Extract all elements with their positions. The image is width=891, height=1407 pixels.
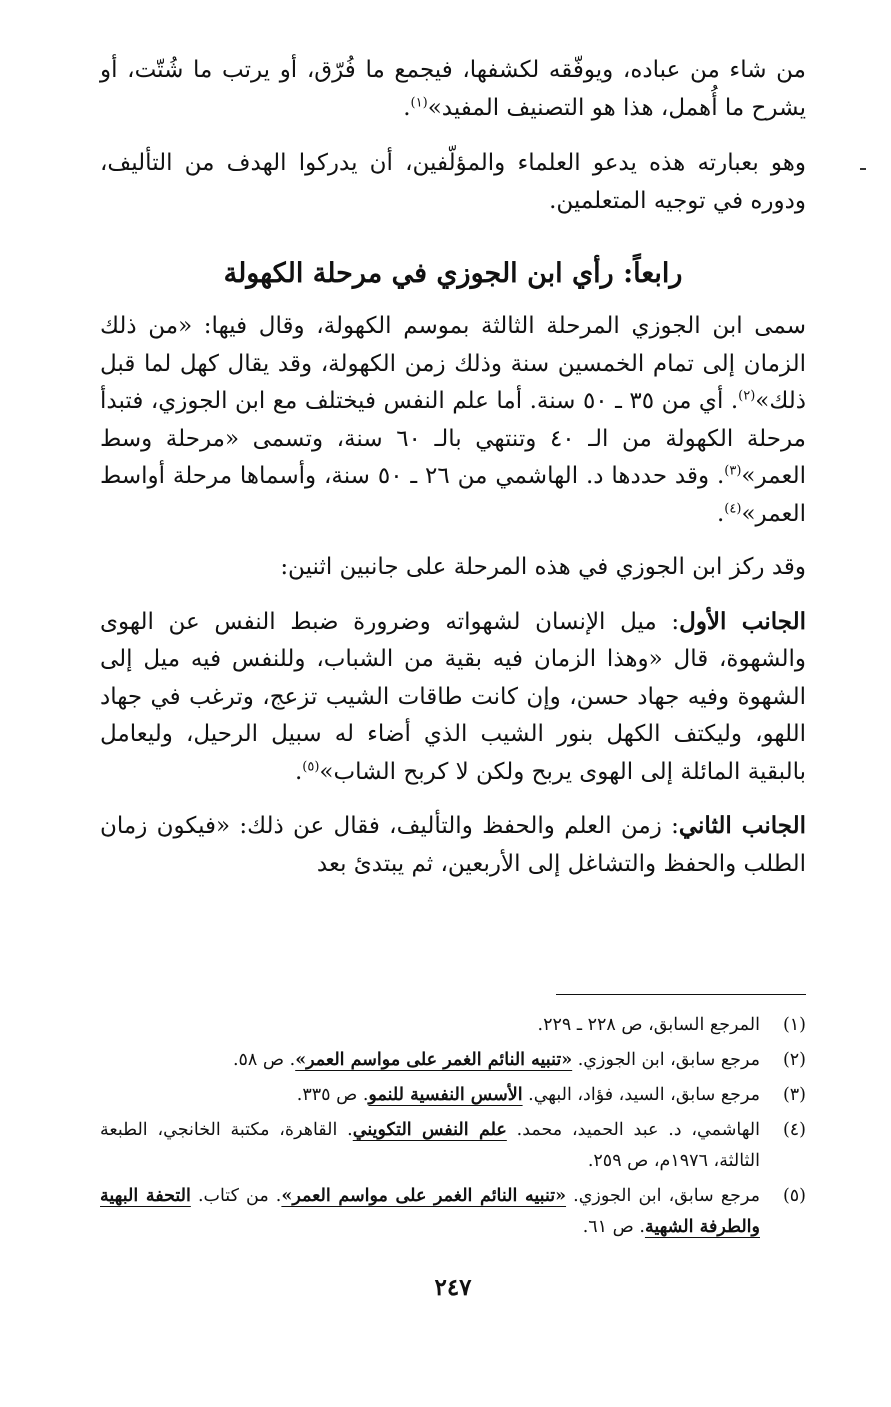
footnote-text	[100, 1115, 760, 1177]
footnote-ref-1[interactable]: (١)	[410, 94, 428, 110]
footnote-text	[100, 1010, 760, 1041]
paragraph-5-lead: الجانب الأول	[679, 607, 806, 635]
footnote-book-title: الأسس النفسية للنمو	[368, 1085, 523, 1105]
footnote-citation: مرجع سابق، السيد، فؤاد، البهي.	[522, 1085, 760, 1105]
footnote-citation: المرجع السابق، ص ٢٢٨ ـ ٢٢٩.	[537, 1015, 760, 1035]
footnote-citation: الهاشمي، د. عبد الحميد، محمد.	[506, 1120, 760, 1140]
footnote-separator	[556, 994, 806, 995]
section-heading: رابعاً: رأي ابن الجوزي في مرحلة الكهولة	[223, 258, 683, 289]
footnote-ref-5[interactable]: (٥)	[302, 758, 320, 774]
paragraph-5-end: .	[294, 758, 303, 785]
paragraph-2: وهو بعبارته هذه يدعو العلماء والمؤلّفين، أن يدركوا الهدف من التأليف، ودوره في توجيه المتعلمين.	[100, 150, 806, 214]
paragraph-3-text-c: . وقد حددها د. الهاشمي من ٢٦ ـ ٥٠ سنة، وأسماها مرحلة أواسط العمر»	[100, 463, 806, 527]
paragraph-1-end: .	[403, 94, 411, 121]
footnote-3	[100, 1080, 806, 1111]
paragraph-6-text: : زمن العلم والحفظ والتأليف، فقال عن ذلك: «فيكون زمان الطلب والحفظ والتشاغل إلى الأربعين، ثم يبتدئ بعد	[100, 813, 806, 877]
footnote-2	[100, 1045, 806, 1076]
footnote-text	[100, 1080, 760, 1111]
paragraph-1-text: من شاء من عباده، ويوفّقه لكشفها، فيجمع ما فُرّق، أو يرتب ما شُتّت، أو يشرح ما أُهمل، هذا هو التصنيف المفيد»	[100, 57, 806, 121]
footnote-book-title: علم النفس التكويني	[352, 1120, 507, 1140]
footnote-ref-2[interactable]: (٢)	[738, 388, 756, 404]
footnote-number: (٤)	[782, 1120, 806, 1140]
footnote-text	[100, 1045, 760, 1076]
footnote-book-title: «تنبيه النائم الغمر على مواسم العمر»	[295, 1050, 573, 1070]
footnote-number: (١)	[782, 1015, 806, 1035]
paragraph-4: وقد ركز ابن الجوزي في هذه المرحلة على جانبين اثنين:	[280, 554, 806, 580]
paragraph-3	[100, 308, 806, 533]
footnotes	[100, 1010, 806, 1247]
footnote-number: (٥)	[782, 1186, 806, 1206]
footnote-ref-3[interactable]: (٣)	[724, 463, 742, 479]
footnote-4	[100, 1115, 806, 1177]
footnote-page: . ص ٥٨.	[232, 1050, 296, 1070]
paragraph-3-end: .	[716, 500, 725, 527]
footnote-book-title-2: التحفة البهية والطرفة الشهية	[100, 1186, 760, 1237]
page-body	[100, 52, 807, 1301]
footnote-source-note: . من كتاب.	[190, 1186, 282, 1206]
paragraph-5	[100, 603, 806, 792]
footnote-citation: مرجع سابق، ابن الجوزي.	[572, 1050, 760, 1070]
footnote-page: . ص ٣٣٥.	[296, 1085, 369, 1105]
paragraph-3-text-b: . أي من ٣٥ ـ ٥٠ سنة. أما علم النفس فيختلف مع ابن الجوزي، فتبدأ مرحلة الكهولة من الـ ٤٠ وتنتهي بالـ ٦٠ سنة، وتسمى «مرحلة وسط العمر»	[100, 388, 807, 489]
footnote-citation: مرجع سابق، ابن الجوزي.	[566, 1186, 760, 1206]
paragraph-5-text: : ميل الإنسان لشهواته وضرورة ضبط النفس عن الهوى والشهوة، قال «وهذا الزمان فيه بقية من الشباب، وللنفس فيه ميل إلى الشهوة وفيه جهاد حسن، وإن كانت طاقات الشيب تزعج، وترغب في جهاد اللهو، وليكتف الكهل بنور الشيب الذي أضاء له سبيل الرحيل، وليعامل بالبقية المائلة إلى الهوى يربح ولكن لا كربح الشاب»	[100, 608, 806, 785]
footnote-book-title: «تنبيه النائم الغمر على مواسم العمر»	[281, 1186, 567, 1206]
footnote-text	[100, 1181, 760, 1243]
footnote-page: . ص ٦١.	[582, 1217, 645, 1237]
paragraph-1	[100, 52, 806, 127]
footnote-ref-4[interactable]: (٤)	[724, 500, 742, 516]
paragraph-6-lead: الجانب الثاني	[678, 812, 806, 839]
footnote-page: . القاهرة، مكتبة الخانجي، الطبعة الثالثة، ١٩٧٦م، ص ٢٥٩.	[100, 1120, 760, 1171]
paragraph-6	[100, 807, 806, 883]
footnote-1	[100, 1010, 806, 1041]
footnote-5	[100, 1181, 806, 1243]
scan-mark	[860, 168, 866, 170]
footnote-number: (٣)	[782, 1085, 806, 1105]
footnote-number: (٢)	[782, 1050, 806, 1070]
page-number: ٢٤٧	[434, 1274, 472, 1301]
paragraph-3-text-a: سمى ابن الجوزي المرحلة الثالثة بموسم الكهولة، وقال فيها: «من ذلك الزمان إلى تمام الخمسين سنة وذلك زمن الكهولة، وقد يقال كهل لما قبل ذلك»	[100, 313, 806, 414]
